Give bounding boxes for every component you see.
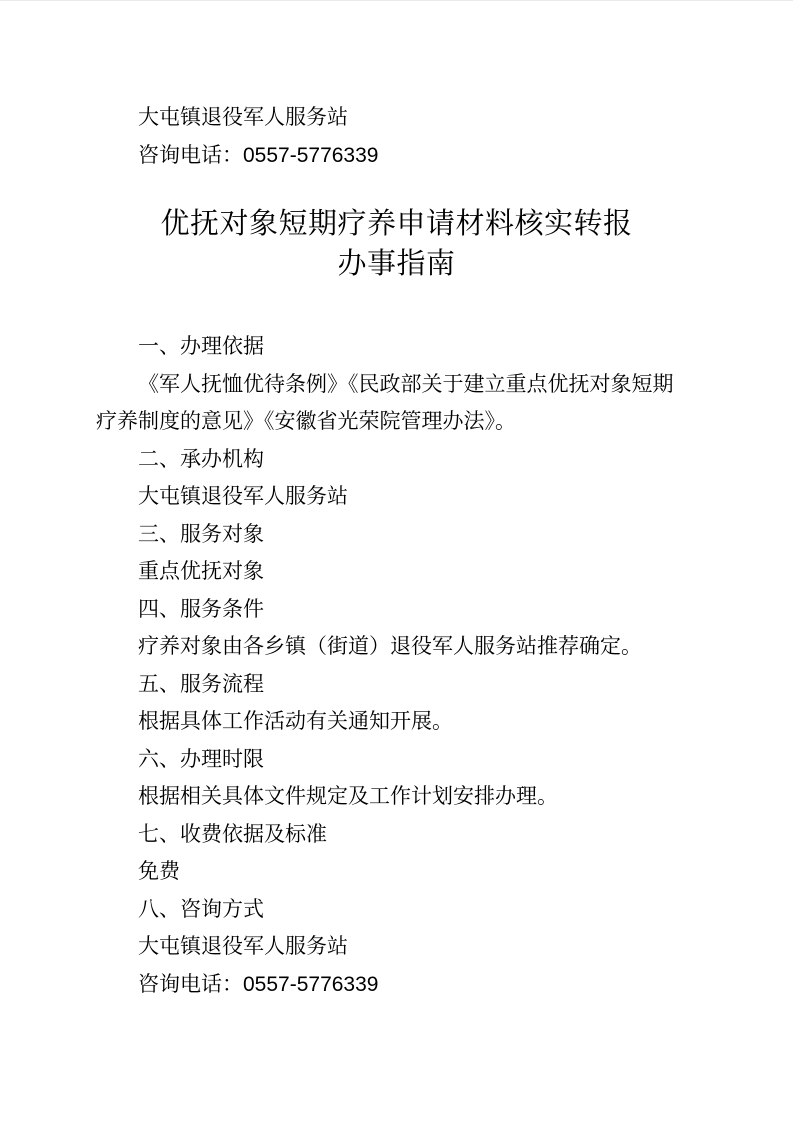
section-8-heading: 八、咨询方式 — [138, 897, 264, 921]
section-6-heading: 六、办理时限 — [138, 747, 264, 771]
section-4-heading: 四、服务条件 — [138, 597, 264, 621]
section-8-body-line: 咨询电话：0557-5776339 — [138, 972, 379, 996]
document-header — [96, 99, 697, 174]
section-1-body-line: 《军人抚恤优待条例》《民政部关于建立重点优抚对象短期 — [138, 372, 674, 396]
document-title — [96, 204, 697, 284]
document-title-line-1: 优抚对象短期疗养申请材料核实转报 — [160, 208, 633, 240]
section-8-body-line: 大屯镇退役军人服务站 — [138, 935, 348, 958]
page-top-border — [0, 0, 793, 1]
section-7-heading: 七、收费依据及标准 — [138, 822, 327, 846]
section-6-body-line: 根据相关具体文件规定及工作计划安排办理。 — [138, 785, 558, 808]
header-agency-name: 大屯镇退役军人服务站 — [138, 106, 348, 129]
section-1-heading: 一、办理依据 — [138, 335, 264, 358]
section-3-body-line: 重点优抚对象 — [138, 560, 264, 583]
section-2-heading: 二、承办机构 — [138, 447, 264, 471]
section-3-heading: 三、服务对象 — [138, 522, 264, 546]
section-1-body-line: 疗养制度的意见》《安徽省光荣院管理办法》。 — [96, 410, 516, 433]
document-body — [96, 328, 697, 1003]
section-5-body-line: 根据具体工作活动有关通知开展。 — [138, 710, 453, 733]
section-4-body-line: 疗养对象由各乡镇（街道）退役军人服务站推荐确定。 — [138, 635, 642, 658]
section-2-body-line: 大屯镇退役军人服务站 — [138, 485, 348, 508]
section-7-body-line: 免费 — [138, 860, 180, 883]
section-5-heading: 五、服务流程 — [138, 672, 264, 696]
document-title-line-2: 办事指南 — [337, 248, 456, 280]
header-phone-line: 咨询电话：0557-5776339 — [138, 143, 379, 167]
